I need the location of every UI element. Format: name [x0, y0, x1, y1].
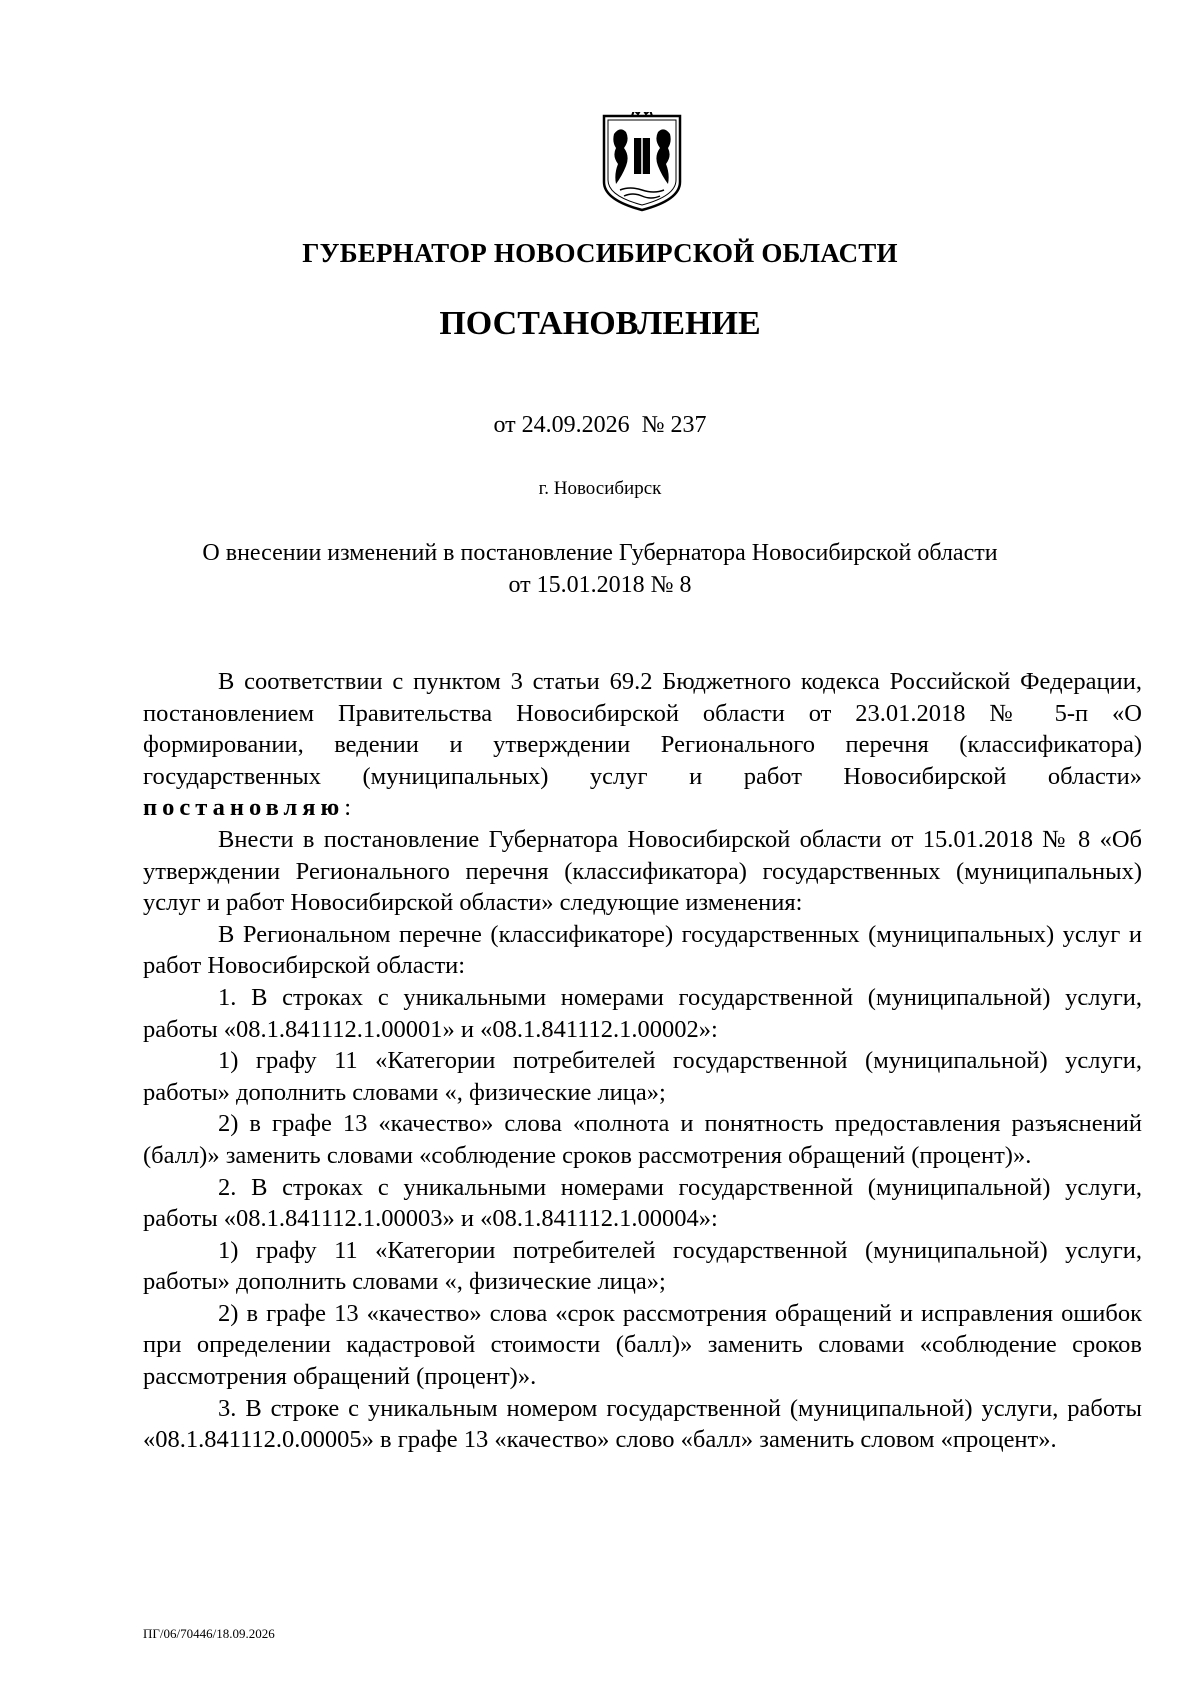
document-body — [143, 666, 1142, 1456]
preamble-text: В соответствии с пунктом 3 статьи 69.2 Бюджетного кодекса Российской Федерации, постановлением Правительства Новосибирской области от 23.01.2018 № 5-п «О формировании, ведении и утверждении Регионального перечня (классификатора) государственных (муниципальных) услуг и работ Новосибирской области» — [143, 668, 1142, 790]
paragraph-amend-intro: Внести в постановление Губернатора Новосибирской области от 15.01.2018 № 8 «Об утверждении Регионального перечня (классификатора) государственных (муниципальных) услуг и работ Новосибирской области» следующие изменения: — [143, 825, 1142, 917]
paragraph-item-2: 2. В строках с уникальными номерами государственной (муниципальной) услуги, работы «08.1.841112.1.00003» и «08.1.841112.1.00004»: — [143, 1173, 1142, 1233]
paragraph-list-intro: В Региональном перечне (классификаторе) государственных (муниципальных) услуг и работ Новосибирской области: — [143, 920, 1142, 980]
document-type-title: ПОСТАНОВЛЕНИЕ — [439, 305, 761, 342]
paragraph-item-3: 3. В строке с уникальным номером государственной (муниципальной) услуги, работы «08.1.841112.0.00005» в графе 13 «качество» слово «балл» заменить словом «процент». — [143, 1394, 1142, 1454]
paragraph-item-1-1: 1) графу 11 «Категории потребителей государственной (муниципальной) услуги, работы» дополнить словами «, физические лица»; — [143, 1047, 1142, 1106]
document-code: ПГ/06/70446/18.09.2026 — [143, 1626, 275, 1641]
date-number-line: от 24.09.2026 № 237 — [493, 412, 707, 438]
subject-line-2: от 15.01.2018 № 8 — [508, 572, 692, 598]
paragraph-item-2-2: 2) в графе 13 «качество» слова «срок рассмотрения обращений и исправления ошибок при определении кадастровой стоимости (балл)» заменить словами «соблюдение сроков рассмотрения обращений (процент)». — [143, 1299, 1142, 1391]
organization-title: ГУБЕРНАТОР НОВОСИБИРСКОЙ ОБЛАСТИ — [302, 238, 898, 268]
resolution-keyword: постановляю — [143, 794, 345, 822]
subject-line-1: О внесении изменений в постановление Губернатора Новосибирской области — [202, 540, 998, 566]
paragraph-preamble — [143, 666, 1142, 824]
preamble-end: : — [344, 794, 352, 822]
document-subject — [0, 537, 1200, 601]
city-line: г. Новосибирск — [538, 478, 662, 499]
paragraph-item-2-1: 1) графу 11 «Категории потребителей государственной (муниципальной) услуги, работы» дополнить словами «, физические лица»; — [143, 1236, 1142, 1296]
coat-of-arms-icon — [600, 112, 684, 212]
paragraph-item-1-2: 2) в графе 13 «качество» слова «полнота и понятность предоставления разъяснений (балл)» заменить словами «соблюдение сроков рассмотрения обращений (процент)». — [143, 1110, 1142, 1169]
paragraph-item-1: 1. В строках с уникальными номерами государственной (муниципальной) услуги, работы «08.1.841112.1.00001» и «08.1.841112.1.00002»: — [143, 983, 1142, 1043]
